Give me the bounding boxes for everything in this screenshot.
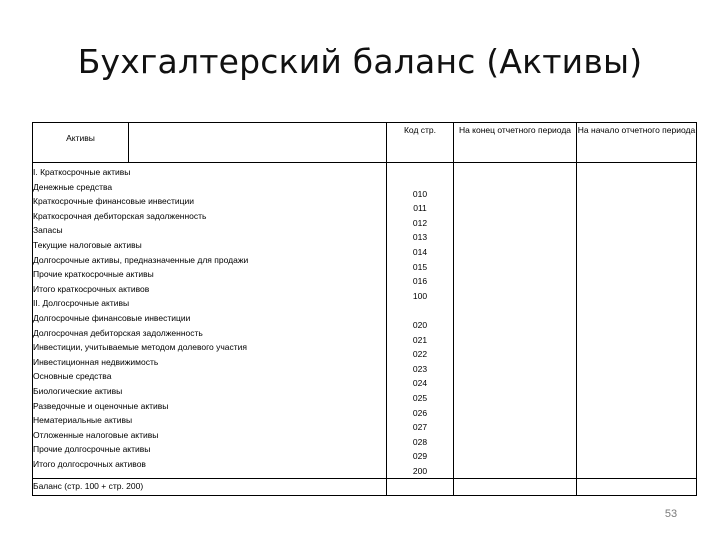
row-code xyxy=(387,172,453,187)
total-code xyxy=(387,479,454,496)
start-period-values xyxy=(577,163,697,479)
row-code: 028 xyxy=(412,436,428,447)
row-name: II. Долгосрочные активы xyxy=(33,298,130,309)
table-header-row xyxy=(33,123,697,163)
table-body-row xyxy=(33,163,697,479)
balance-table xyxy=(32,122,697,496)
row-code: 022 xyxy=(412,349,428,360)
row-code: 014 xyxy=(412,246,428,257)
row-code: 026 xyxy=(412,407,428,418)
slide-title: Бухгалтерский баланс (Активы) xyxy=(77,42,643,81)
row-name: Прочие долгосрочные активы xyxy=(33,444,151,455)
row-name: Инвестиционная недвижимость xyxy=(33,356,159,367)
row-code: 025 xyxy=(412,392,428,403)
header-empty xyxy=(129,123,387,163)
row-name: Долгосрочные активы, предназначенные для продажи xyxy=(33,254,249,265)
page-number: 53 xyxy=(664,508,678,520)
row-name: Долгосрочная дебиторская задолженность xyxy=(33,327,203,338)
row-codes-column xyxy=(387,163,454,479)
total-label: Баланс (стр. 100 + стр. 200) xyxy=(33,479,387,496)
header-end-period: На конец отчетного периода xyxy=(454,123,577,163)
row-code: 015 xyxy=(412,261,428,272)
row-name: Краткосрочные финансовые инвестиции xyxy=(33,196,194,207)
row-name: Отложенные налоговые активы xyxy=(33,429,159,440)
end-period-values xyxy=(454,163,577,479)
row-name: I. Краткосрочные активы xyxy=(33,167,131,177)
row-code: 024 xyxy=(412,378,428,389)
row-name: Долгосрочные финансовые инвестиции xyxy=(33,312,191,323)
row-code: 029 xyxy=(412,451,428,462)
row-code: 010 xyxy=(412,188,428,199)
row-code: 011 xyxy=(413,203,427,214)
table-total-row xyxy=(33,479,697,496)
header-code: Код стр. xyxy=(387,123,454,163)
row-name: Инвестиции, учитываемые методом долевого участия xyxy=(33,342,248,353)
row-name: Основные средства xyxy=(33,371,112,382)
row-code: 023 xyxy=(412,363,428,374)
row-code: 200 xyxy=(412,465,428,476)
total-end xyxy=(454,479,577,496)
row-code: 100 xyxy=(412,290,428,301)
row-code xyxy=(387,303,453,318)
row-name: Запасы xyxy=(33,225,63,236)
row-code: 012 xyxy=(412,217,428,228)
total-start xyxy=(577,479,697,496)
row-name: Итого долгосрочных активов xyxy=(33,458,146,469)
row-name: Денежные средства xyxy=(33,181,113,192)
row-name: Краткосрочная дебиторская задолженность xyxy=(33,210,207,221)
row-name: Нематериальные активы xyxy=(33,415,133,426)
row-code: 013 xyxy=(412,232,428,243)
row-name: Прочие краткосрочные активы xyxy=(33,269,154,280)
row-name: Итого краткосрочных активов xyxy=(33,283,150,294)
row-names-column xyxy=(33,163,387,479)
row-code: 027 xyxy=(412,422,428,433)
row-code: 016 xyxy=(412,276,428,287)
row-name: Биологические активы xyxy=(33,385,123,396)
row-code: 020 xyxy=(412,319,428,330)
row-name: Текущие налоговые активы xyxy=(33,239,142,250)
header-assets: Активы xyxy=(33,123,129,163)
row-code: 021 xyxy=(412,334,428,345)
row-name: Разведочные и оценочные активы xyxy=(33,400,169,411)
header-start-period: На начало отчетного периода xyxy=(577,123,697,163)
